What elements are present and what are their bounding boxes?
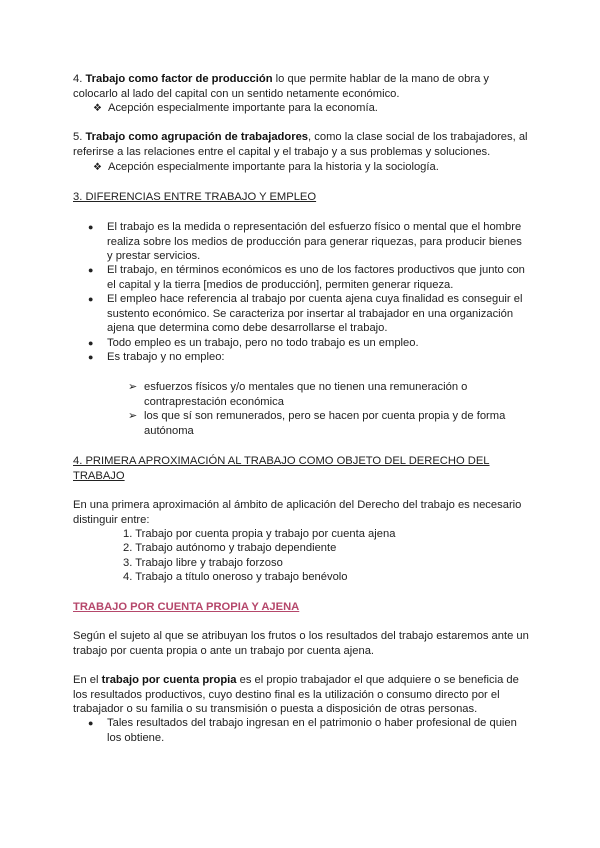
bullet-icon: ● [88, 294, 94, 304]
list-item-text: El trabajo, en términos económicos es uno de los factores productivos que junto con el capital y la tierra [medios de producción], permiten generar riqueza. [107, 264, 525, 291]
paragraph-sujeto: Según el sujeto al que se atribuyan los frutos o los resultados del trabajo estaremos ante un trabajo por cuenta propia o ante un trabajo por cuenta ajena. [73, 630, 529, 657]
bold-term: Trabajo como agrupación de trabajadores [85, 131, 309, 143]
paragraph-text: En el [73, 674, 102, 686]
numbered-item: 4. Trabajo a título oneroso y trabajo benévolo [123, 571, 348, 583]
paragraph-text: es el propio trabajador el que adquiere o se beneficia de los resultados productivos, cuyo destino final es la utilización o consumo directo por el trabajador o su familia o su transmisión o puesta a disposición de otras personas. [73, 674, 519, 716]
paragraph-text: , como la clase social de los trabajadores, al referirse a las relaciones entre el capital y el trabajo y a sus problemas y soluciones. [73, 131, 528, 158]
diamond-bullet-icon: ❖ [93, 162, 102, 173]
sub-list-item [128, 409, 518, 438]
bullet-icon: ● [88, 718, 94, 728]
note-text: Acepción especialmente importante para la economía. [108, 102, 378, 114]
paragraph-factor-produccion [73, 72, 533, 101]
note-economia [93, 101, 378, 117]
arrow-bullet-icon: ➢ [128, 410, 138, 422]
numbered-item: 3. Trabajo libre y trabajo forzoso [123, 557, 283, 569]
list-item-text: Tales resultados del trabajo ingresan en el patrimonio o haber profesional de quien los obtiene. [107, 717, 517, 744]
numbered-item: 1. Trabajo por cuenta propia y trabajo por cuenta ajena [123, 528, 396, 540]
list-item [88, 292, 528, 336]
bullet-icon: ● [88, 265, 94, 275]
list-item-text: Es trabajo y no empleo: [107, 351, 225, 363]
list-item-text: El trabajo es la medida o representación del esfuerzo físico o mental que el hombre realiza sobre los medios de producción para generar riquezas, para producir bienes y prestar servicios. [107, 221, 522, 263]
paragraph-text: lo que permite hablar de la mano de obra y colocarlo al lado del capital con un sentido netamente económico. [73, 73, 489, 100]
diamond-bullet-icon: ❖ [93, 103, 102, 114]
section-3-heading: 3. DIFERENCIAS ENTRE TRABAJO Y EMPLEO [73, 191, 317, 203]
sub-list-item-text: los que sí son remunerados, pero se hacen por cuenta propia y de forma autónoma [144, 410, 506, 437]
list-item-text: Todo empleo es un trabajo, pero no todo trabajo es un empleo. [107, 337, 419, 349]
subsection-heading: TRABAJO POR CUENTA PROPIA Y AJENA [73, 601, 300, 613]
paragraph-cuenta-propia [73, 673, 533, 717]
sub-list-item [128, 380, 518, 409]
section-4-intro: En una primera aproximación al ámbito de aplicación del Derecho del trabajo es necesario distinguir entre: [73, 499, 522, 526]
section-4-heading: 4. PRIMERA APROXIMACIÓN AL TRABAJO COMO OBJETO DEL DERECHO DEL TRABAJO [73, 455, 490, 482]
paragraph-number: 4. [73, 73, 86, 85]
note-historia [93, 160, 439, 176]
list-item [88, 220, 528, 264]
paragraph-agrupacion-trabajadores [73, 130, 533, 159]
arrow-bullet-icon: ➢ [128, 381, 138, 393]
bullet-icon: ● [88, 352, 94, 362]
sub-list-item-text: esfuerzos físicos y/o mentales que no tienen una remuneración o contraprestación económica [144, 381, 468, 408]
list-item-text: El empleo hace referencia al trabajo por cuenta ajena cuya finalidad es conseguir el sustento económico. Se caracteriza por insertar al trabajador en una organización ajena que determina como debe desarrollarse el trabajo. [107, 293, 523, 335]
bullet-icon: ● [88, 222, 94, 232]
bold-term: Trabajo como factor de producción [85, 73, 273, 85]
numbered-item: 2. Trabajo autónomo y trabajo dependiente [123, 542, 337, 554]
list-item [88, 336, 528, 351]
list-item [88, 263, 528, 292]
paragraph-number: 5. [73, 131, 86, 143]
list-item [88, 716, 528, 745]
bold-term: trabajo por cuenta propia [101, 674, 237, 686]
list-item [88, 350, 528, 365]
bullet-icon: ● [88, 338, 94, 348]
note-text: Acepción especialmente importante para la historia y la sociología. [108, 161, 439, 173]
